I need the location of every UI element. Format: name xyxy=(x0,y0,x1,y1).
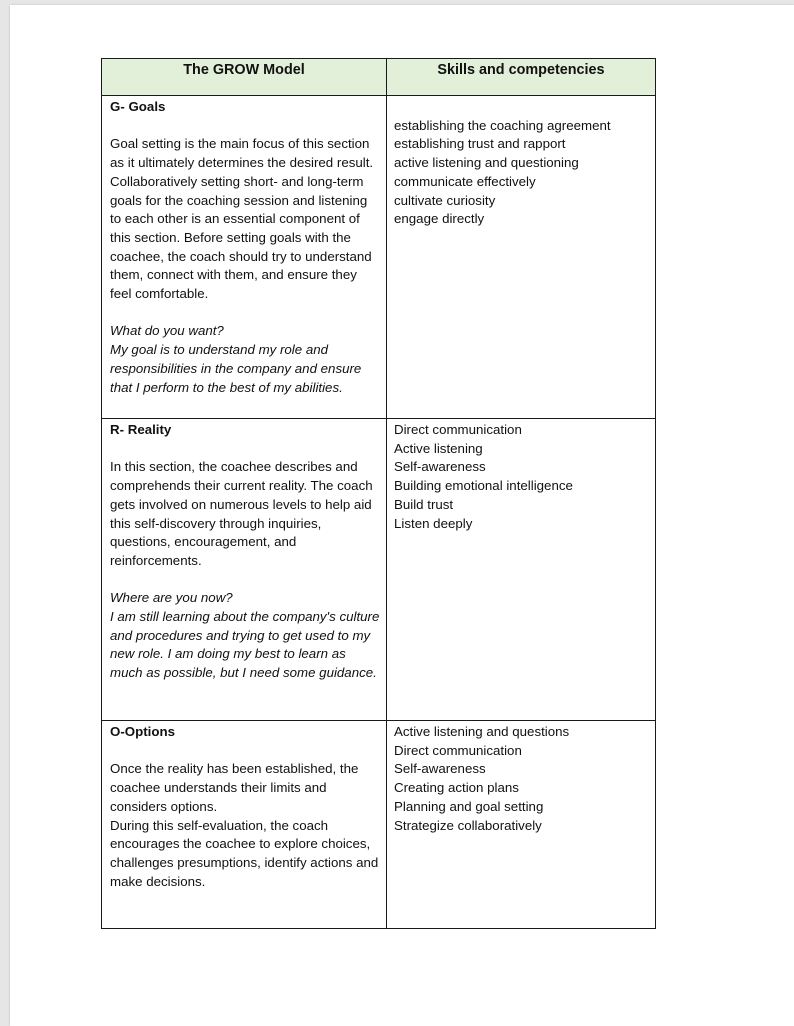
skill-item: communicate effectively xyxy=(394,173,536,189)
skill-item: Active listening and questions xyxy=(394,724,570,739)
skill-item: Strategize collaboratively xyxy=(394,817,542,833)
skill-item: Direct communication xyxy=(394,742,522,758)
skill-item: Build trust xyxy=(394,496,454,512)
options-title: O-Options xyxy=(110,724,175,739)
reality-answer: I am still learning about the company's culture and procedures and trying to get used to my new role. I am doing my best to learn as much as possible, but I need some guidance. xyxy=(110,609,380,681)
goals-title: G- Goals xyxy=(110,99,166,114)
skill-item: Creating action plans xyxy=(394,780,519,796)
table-row-reality xyxy=(102,419,656,721)
reality-title: R- Reality xyxy=(110,422,172,437)
options-description-cell xyxy=(102,721,387,929)
skill-item: Listen deeply xyxy=(394,515,473,531)
reality-question: Where are you now? xyxy=(110,590,233,606)
table-row-goals xyxy=(102,96,656,419)
skill-item: Planning and goal setting xyxy=(394,798,544,814)
goals-question: What do you want? xyxy=(110,323,224,339)
options-skills-cell xyxy=(387,721,656,929)
skill-item: establishing the coaching agreement xyxy=(394,117,611,133)
grow-model-table xyxy=(101,58,656,929)
skill-item: Self-awareness xyxy=(394,459,486,475)
options-body-continued: During this self-evaluation, the coach encourages the coachee to explore choices, challenges presumptions, identify actions and make decisions. xyxy=(110,817,379,889)
skill-item: active listening and questioning xyxy=(394,155,579,171)
header-skills-competencies: Skills and competencies xyxy=(387,59,656,96)
reality-skills-cell xyxy=(387,419,656,721)
skill-item: engage directly xyxy=(394,211,485,227)
table-header-row xyxy=(102,59,656,96)
options-body: Once the reality has been established, the coachee understands their limits and considers options. xyxy=(110,761,359,814)
table-row-options xyxy=(102,721,656,929)
skill-item: Direct communication xyxy=(394,422,522,437)
skill-item: Self-awareness xyxy=(394,761,486,777)
reality-description-cell xyxy=(102,419,387,721)
skill-item: establishing trust and rapport xyxy=(394,136,566,152)
goals-body: Goal setting is the main focus of this section as it ultimately determines the desired result. Collaboratively setting short- and long-term goals for the coaching session and listening to each other is an essential component of this section. Before setting goals with the coachee, the coach should try to understand them, connect with them, and ensure they feel comfortable. xyxy=(110,136,374,302)
goals-skills-cell xyxy=(387,96,656,419)
goals-answer: My goal is to understand my role and responsibilities in the company and ensure that I perform to the best of my abilities. xyxy=(110,342,362,395)
reality-body: In this section, the coachee describes and comprehends their current reality. The coach gets involved on numerous levels to help aid this self-discovery through inquiries, questions, encouragement, and reinforcements. xyxy=(110,459,373,568)
skill-item: Building emotional intelligence xyxy=(394,478,573,494)
document-page xyxy=(10,5,794,1026)
skill-item: cultivate curiosity xyxy=(394,192,496,208)
skill-item: Active listening xyxy=(394,440,483,456)
header-grow-model: The GROW Model xyxy=(102,59,387,96)
goals-description-cell xyxy=(102,96,387,419)
